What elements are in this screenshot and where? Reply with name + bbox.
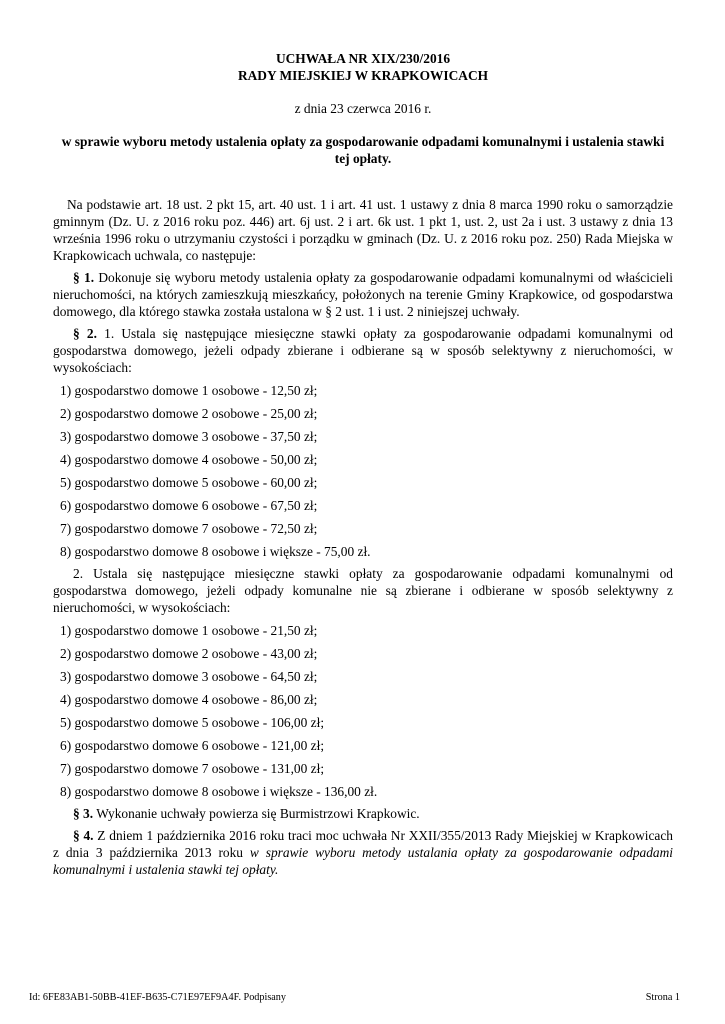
section-4-text: Z dniem 1 października 2016 roku traci moc uchwała Nr XXII/355/2013 Rady Miejskiej w Krapkowicach z dnia 3 października 2013 roku xyxy=(53,828,673,860)
legal-basis-paragraph: Na podstawie art. 18 ust. 2 pkt 15, art. 40 ust. 1 i art. 41 ust. 1 ustawy z dnia 8 marca 1990 roku o samorządzie gminnym (Dz. U. z 2016 roku poz. 446) art. 6j ust. 2 i art. 6k ust. 1 pkt 1, ust. 2, ust 2a i ust. 3 ustawy z dnia 13 września 1996 roku o utrzymaniu czystości i porządku w gminach (Dz. U. z 2016 roku poz. 250) Rada Miejska w Krapkowicach uchwala, co następuje: xyxy=(53,197,673,263)
list-item: 4) gospodarstwo domowe 4 osobowe - 86,00 zł; xyxy=(60,692,318,707)
list-item: 5) gospodarstwo domowe 5 osobowe - 106,00 zł; xyxy=(60,715,325,730)
list-item: 8) gospodarstwo domowe 8 osobowe i większe - 75,00 zł. xyxy=(60,544,371,559)
section-2-point-1 xyxy=(53,325,673,376)
list-item: 3) gospodarstwo domowe 3 osobowe - 64,50 zł; xyxy=(60,669,318,684)
section-3-text: Wykonanie uchwały powierza się Burmistrzowi Krapkowic. xyxy=(93,806,420,821)
list-item: 8) gospodarstwo domowe 8 osobowe i większe - 136,00 zł. xyxy=(60,784,378,799)
list-item: 3) gospodarstwo domowe 3 osobowe - 37,50 zł; xyxy=(60,429,318,444)
section-2-label: § 2. xyxy=(73,326,97,341)
list-item: 6) gospodarstwo domowe 6 osobowe - 67,50 zł; xyxy=(60,498,318,513)
section-4-italic-text: w sprawie wyboru metody ustalania opłaty za gospodarowanie odpadami komunalnymi i ustalenia stawki tej opłaty. xyxy=(53,845,673,877)
resolution-number: UCHWAŁA NR XIX/230/2016 xyxy=(275,51,451,66)
document-page xyxy=(53,50,673,878)
page-number: Strona 1 xyxy=(645,992,680,1003)
section-4 xyxy=(53,827,673,878)
list-item: 7) gospodarstwo domowe 7 osobowe - 131,00 zł; xyxy=(60,761,325,776)
list-item: 1) gospodarstwo domowe 1 osobowe - 12,50 zł; xyxy=(60,383,318,398)
council-name: RADY MIEJSKIEJ W KRAPKOWICACH xyxy=(237,68,489,83)
document-id: Id: 6FE83AB1-50BB-41EF-B635-C71E97EF9A4F. Podpisany xyxy=(29,992,286,1003)
section-4-label: § 4. xyxy=(73,828,94,843)
list-item: 5) gospodarstwo domowe 5 osobowe - 60,00 zł; xyxy=(60,475,318,490)
resolution-subject: w sprawie wyboru metody ustalenia opłaty za gospodarowanie odpadami komunalnymi i ustalenia stawki tej opłaty. xyxy=(61,134,665,166)
resolution-date: z dnia 23 czerwca 2016 r. xyxy=(294,101,432,116)
list-item: 6) gospodarstwo domowe 6 osobowe - 121,00 zł; xyxy=(60,738,325,753)
list-item: 7) gospodarstwo domowe 7 osobowe - 72,50 zł; xyxy=(60,521,318,536)
list-item: 2) gospodarstwo domowe 2 osobowe - 43,00 zł; xyxy=(60,646,318,661)
section-1-label: § 1. xyxy=(73,270,95,285)
rates-nonselective-list xyxy=(53,622,673,800)
section-3-label: § 3. xyxy=(73,806,94,821)
section-3 xyxy=(53,805,673,822)
rates-selective-list xyxy=(53,382,673,560)
section-1-text: Dokonuje się wyboru metody ustalenia opłaty za gospodarowanie odpadami komunalnymi od właścicieli nieruchomości, na których zamieszkują mieszkańcy, położonych na terenie Gminy Krapkowice, od gospodarstwa domowego, dla którego stawka została ustalona w § 2 ust. 1 i ust. 2 niniejszej uchwały. xyxy=(53,270,673,319)
list-item: 4) gospodarstwo domowe 4 osobowe - 50,00 zł; xyxy=(60,452,318,467)
section-2-text-1: 1. Ustala się następujące miesięczne stawki opłaty za gospodarowanie odpadami komunalnymi od gospodarstwa domowego, jeżeli odpady zbierane i odbierane są w sposób selektywny z nieruchomości, w wysokościach: xyxy=(53,326,673,375)
list-item: 1) gospodarstwo domowe 1 osobowe - 21,50 zł; xyxy=(60,623,318,638)
section-1 xyxy=(53,269,673,320)
section-2-point-2: 2. Ustala się następujące miesięczne stawki opłaty za gospodarowanie odpadami komunalnymi od gospodarstwa domowego, jeżeli odpady komunalne nie są zbierane i odbierane w sposób selektywny z nieruchomości, w wysokościach: xyxy=(53,566,673,615)
list-item: 2) gospodarstwo domowe 2 osobowe - 25,00 zł; xyxy=(60,406,318,421)
